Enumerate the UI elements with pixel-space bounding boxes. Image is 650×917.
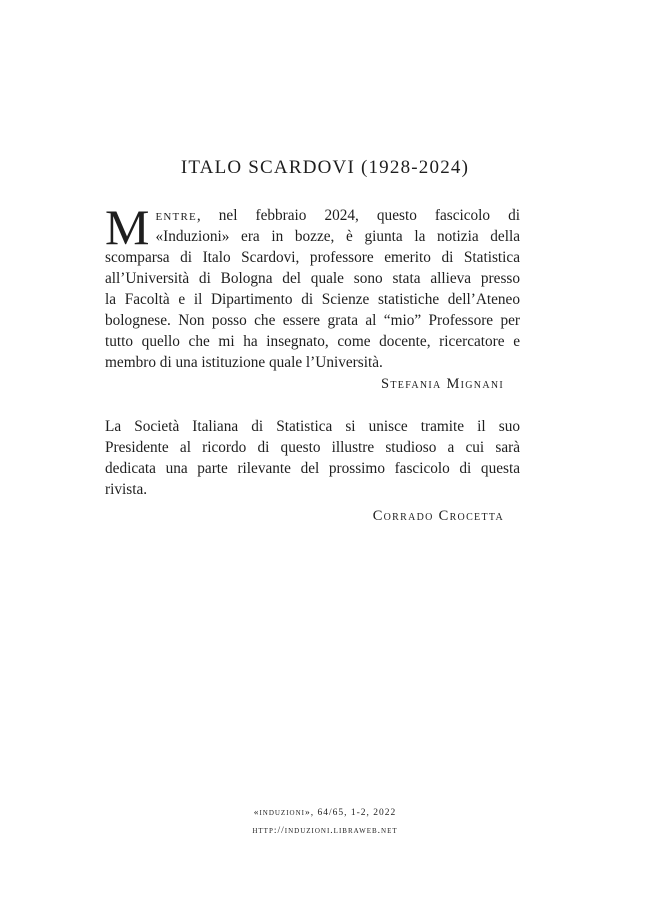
paragraph-line: Presidente al ricordo di questo illustre studioso a cui sarà [105, 439, 520, 456]
society-paragraph [105, 416, 520, 500]
paragraph-line: tutto quello che mi ha insegnato, come docente, ricercatore e [105, 333, 520, 350]
paragraph-line: scomparsa di Italo Scardovi, professore emerito di Statistica [105, 249, 520, 266]
paragraph-line: rivista. [105, 481, 148, 498]
paragraph-line: la Facoltà e il Dipartimento di Scienze statistiche dell’Ateneo [105, 291, 520, 308]
drop-cap: M [105, 199, 150, 255]
page-title: ITALO SCARDOVI (1928-2024) [180, 157, 470, 178]
journal-citation: «induzioni», 64/65, 1-2, 2022 [253, 808, 397, 818]
paragraph-line [105, 205, 520, 226]
signature-author: Stefania Mignani [381, 376, 504, 392]
paragraph-line: all’Università di Bologna del quale sono stata allieva presso [105, 270, 520, 287]
tribute-paragraph [105, 199, 520, 373]
line-text: , nel febbraio 2024, questo fascicolo di [196, 207, 520, 224]
journal-url: http://induzioni.libraweb.net [252, 826, 398, 836]
paragraph-line: La Società Italiana di Statistica si unisce tramite il suo [105, 418, 520, 435]
paragraph-line: bolognese. Non posso che essere grata al “mio” Professore per [105, 312, 520, 329]
paragraph-line: «Induzioni» era in bozze, è giunta la notizia della [155, 228, 520, 245]
paragraph-line: membro di una istituzione quale l’Università. [105, 354, 383, 371]
paragraph-line: dedicata una parte rilevante del prossimo fascicolo di questa [105, 460, 520, 477]
signature-president: Corrado Crocetta [372, 508, 504, 524]
first-word-smallcaps: entre [155, 207, 197, 224]
